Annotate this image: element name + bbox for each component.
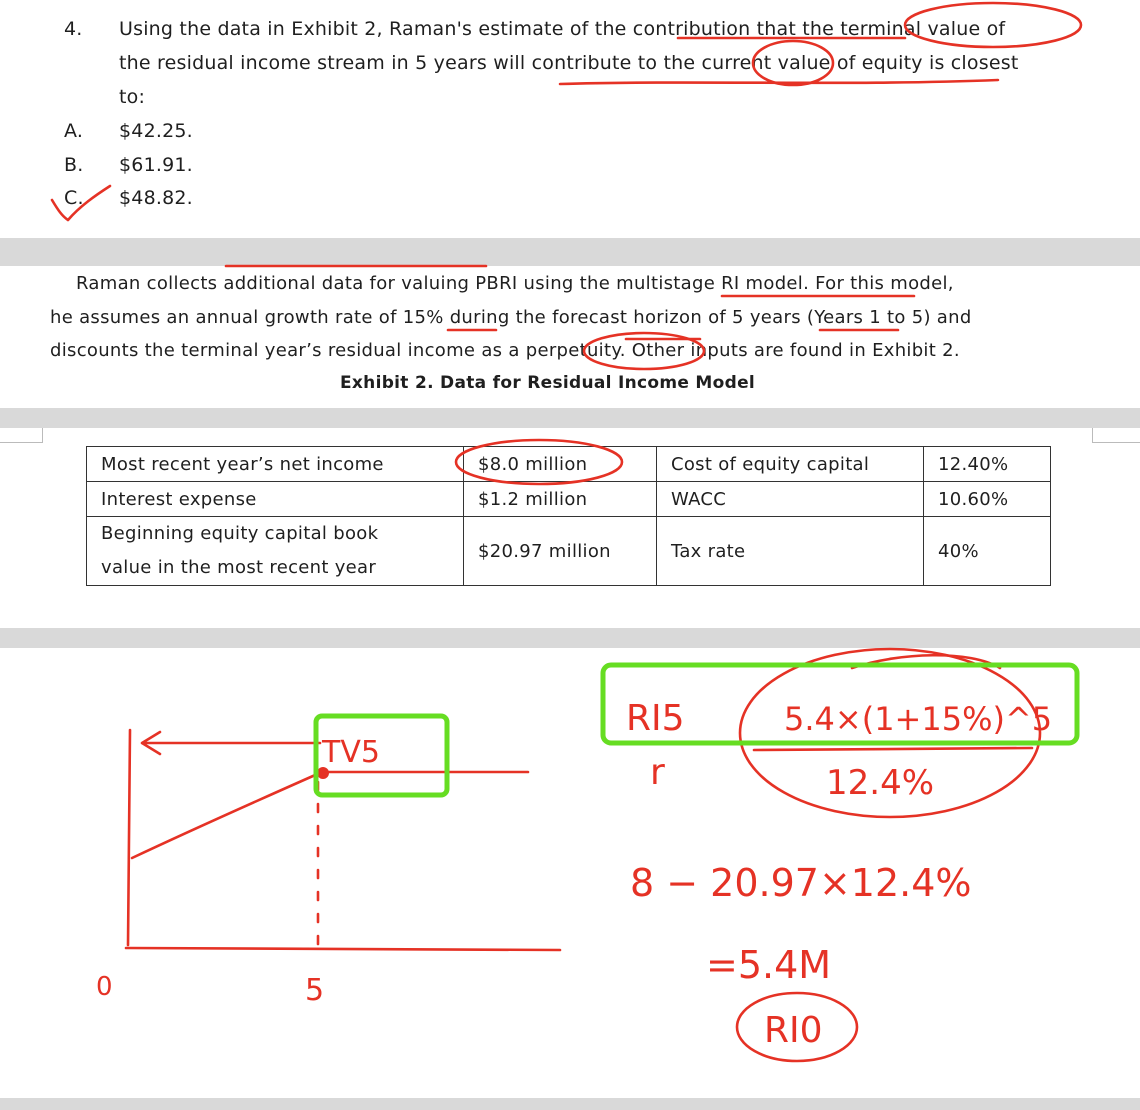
question-line-3: to:: [119, 86, 146, 108]
timeline-axis: [128, 730, 130, 945]
question-line-1: Using the data in Exhibit 2, Raman's estimate of the contribution that the terminal value of: [119, 18, 1006, 40]
passage-line-2: he assumes an annual growth rate of 15% during the forecast horizon of 5 years (Years 1 to 5) and: [50, 307, 972, 328]
formula-numerator-right: 5.4×(1+15%)^5: [784, 700, 1053, 738]
formula-denominator-right: 12.4%: [826, 763, 935, 803]
passage-line-1: Raman collects additional data for valuing PBRI using the multistage RI model. For this model,: [76, 273, 954, 294]
exhibit-title: Exhibit 2. Data for Residual Income Model: [340, 373, 756, 393]
formula-result-label: RI0: [764, 1010, 823, 1051]
option-a-letter: A.: [64, 120, 84, 142]
option-a-text[interactable]: $42.25.: [119, 120, 193, 142]
table-cell: WACC: [657, 482, 924, 517]
arrow-left-icon: [142, 732, 320, 754]
question-number: 4.: [64, 18, 83, 40]
table-cell: Cost of equity capital: [657, 447, 924, 482]
table-cell: $20.97 million: [464, 517, 657, 586]
timeline-tick-label: 5: [305, 973, 325, 1008]
option-c-letter: C.: [64, 187, 84, 209]
check-mark-icon: [52, 186, 110, 220]
formula-numerator-left: RI5: [626, 698, 685, 739]
table-cell-line: Beginning equity capital book: [101, 523, 379, 544]
table-cell: Interest expense: [87, 482, 464, 517]
question-line-2: the residual income stream in 5 years will contribute to the current value of equity is closest: [119, 52, 1019, 74]
table-cell: Most recent year’s net income: [87, 447, 464, 482]
table-cell: $1.2 million: [464, 482, 657, 517]
option-b-letter: B.: [64, 154, 84, 176]
formula-denominator-left: r: [650, 752, 665, 793]
option-b-text[interactable]: $61.91.: [119, 154, 193, 176]
growth-curve: [132, 772, 322, 858]
formula-result: =5.4M: [706, 943, 832, 987]
fraction-bar: [754, 748, 1032, 750]
table-cell: Tax rate: [657, 517, 924, 586]
table-cell: $8.0 million: [464, 447, 657, 482]
timeline-baseline: [126, 948, 560, 950]
table-cell: 40%: [924, 517, 1051, 586]
circle-mark: [753, 41, 833, 85]
terminal-value-label: TV5: [322, 735, 380, 770]
timeline-origin-label: 0: [96, 972, 113, 1002]
table-cell: 12.40%: [924, 447, 1051, 482]
table-cell: 10.60%: [924, 482, 1051, 517]
passage-line-3: discounts the terminal year’s residual income as a perpetuity. Other inputs are found in Exhibit 2.: [50, 340, 960, 361]
circle-mark: [905, 3, 1081, 47]
option-c-text[interactable]: $48.82.: [119, 187, 193, 209]
formula-calc-line: 8 − 20.97×12.4%: [630, 861, 972, 905]
circle-mark: [456, 440, 622, 484]
table-cell-line: value in the most recent year: [101, 557, 377, 578]
